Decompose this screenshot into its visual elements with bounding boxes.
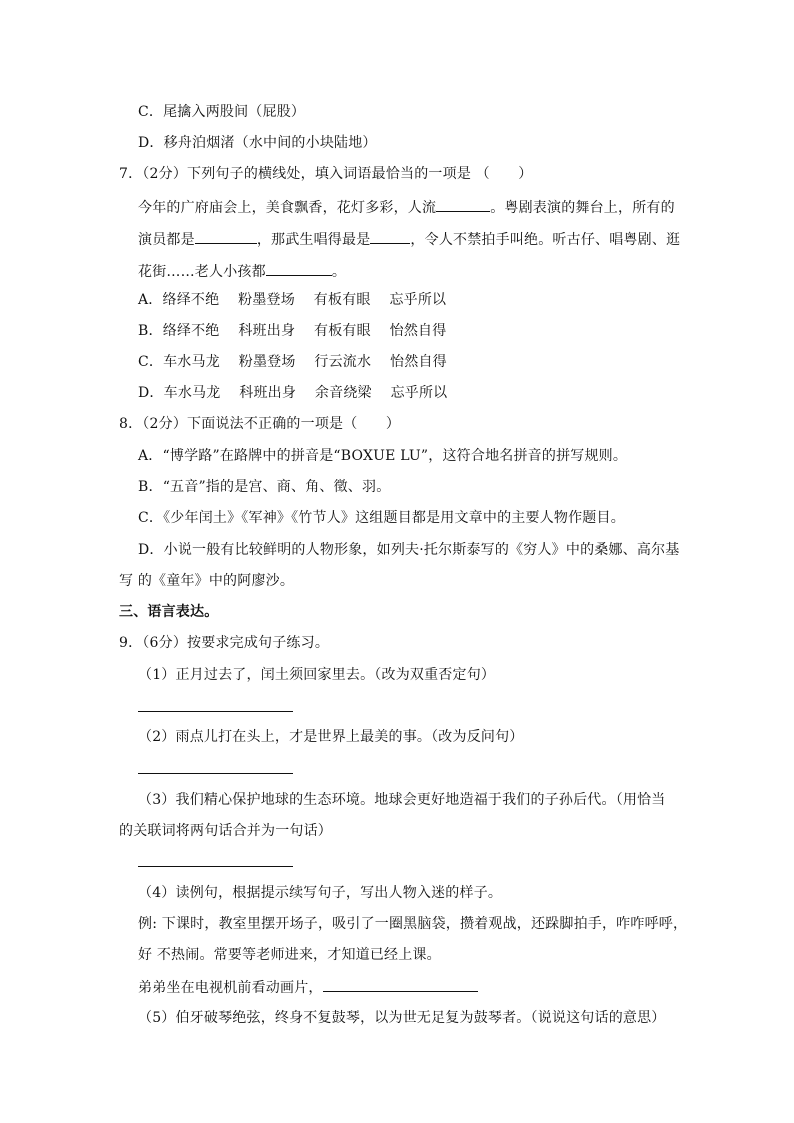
q9-item-1: （1）正月过去了，闰土须回家里去。（改为双重否定句） [138,667,496,683]
fill-blank-1[interactable] [436,197,490,212]
q6-option-c: C．尾擒入两股间（屁股） [138,104,306,120]
answer-line-2[interactable] [138,773,293,774]
q8-option-d[interactable]: D．小说一般有比较鲜明的人物形象，如列夫·托尔斯泰写的《穷人》中的桑娜、高尔基 [138,542,680,558]
q9-item-4: （4）读例句，根据提示续写句子，写出人物入迷的样子。 [138,885,503,901]
section-heading-language-expression: 三、语言表达。 [119,604,219,620]
q7-option-c[interactable]: C．车水马龙 粉墨登场 行云流水 怡然自得 [138,354,447,370]
q7-passage-text: 。粤剧表演的舞台上，所有的 [490,200,675,216]
fill-blank-2[interactable] [195,229,257,244]
answer-line-1[interactable] [138,711,293,712]
q8-option-d-continued: 写 的《童年》中的阿廖沙。 [119,573,295,589]
q8-option-b[interactable]: B．“五音”指的是宫、商、角、徵、羽。 [138,479,391,495]
q9-item-2: （2）雨点儿打在头上，才是世界上最美的事。（改为反问句） [138,729,524,745]
q7-passage-line-2 [138,229,680,250]
q7-passage-text: 今年的广府庙会上，美食飘香，花灯多彩，人流 [138,200,437,216]
fill-blank-3[interactable] [370,229,410,244]
q8-option-a[interactable]: A．“博学路”在路牌中的拼音是“BOXUE LU”，这符合地名拼音的拼写规则。 [138,448,628,464]
q9-item-5: （5）伯牙破琴绝弦，终身不复鼓琴，以为世无足复为鼓琴者。（说说这句话的意思） [138,1010,666,1026]
q7-passage-line-3 [138,261,346,282]
q7-passage-text: ，令人不禁拍手叫绝。听古仔、唱粤剧、逛 [410,232,681,248]
answer-line-4[interactable] [323,977,478,992]
answer-line-3[interactable] [138,866,293,867]
q9-example-line-2: 好 不热闹。常要等老师进来，才知道已经上课。 [138,947,441,963]
q7-passage-text: ，那武生唱得最是 [256,232,371,248]
q8-option-c[interactable]: C．《少年闰土》《军神》《竹节人》这组题目都是用文章中的主要人物作题目。 [138,510,625,526]
q7-passage-line-1 [138,197,675,218]
q7-option-a[interactable]: A．络绎不绝 粉墨登场 有板有眼 忘乎所以 [138,292,447,308]
q7-option-d[interactable]: D．车水马龙 科班出身 余音绕梁 忘乎所以 [138,385,448,401]
q9-stem: 9．（6分）按要求完成句子练习。 [119,635,330,651]
q7-passage-text: 。 [331,264,347,280]
q8-stem: 8．（2分）下面说法不正确的一项是（ ） [119,416,401,432]
q7-stem: 7．（2分）下列句子的横线处，填入词语最恰当的一项是 （ ） [119,166,533,182]
q9-prompt-text: 弟弟坐在电视机前看动画片， [138,980,323,996]
q9-item-3: （3）我们精心保护地球的生态环境。地球会更好地造福于我们的子孙后代。（用恰当 [138,792,666,808]
q7-passage-text: 花街……老人小孩都 [138,264,266,280]
q7-option-b[interactable]: B．络绎不绝 科班出身 有板有眼 怡然自得 [138,323,447,339]
q9-item-3-continued: 的关联词将两句话合并为一句话） [119,823,332,839]
q9-continuation-prompt [138,977,478,998]
fill-blank-4[interactable] [266,261,332,276]
q6-option-d: D．移舟泊烟渚（水中间的小块陆地） [138,135,377,151]
q7-passage-text: 演员都是 [138,232,195,248]
q9-example-line-1: 例: 下课时，教室里摆开场子，吸引了一圈黑脑袋，攒着观战，还跺脚拍手，咋咋呼呼， [138,916,688,932]
